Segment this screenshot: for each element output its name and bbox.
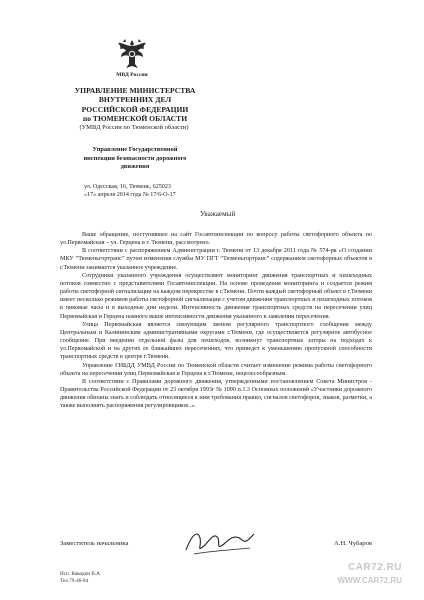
signatory-title: Заместитель начальника (60, 540, 129, 547)
executor-info (60, 571, 101, 585)
date-reference: «17» апреля 2014 года № 17/6-О-17 (84, 192, 176, 198)
watermark-logo-text: CAR72.RU (347, 562, 402, 573)
dept-line: Управление Государственной (92, 146, 178, 153)
address-block (84, 183, 214, 199)
org-line: УПРАВЛЕНИЕ МИНИСТЕРСТВА (74, 86, 196, 95)
salutation: Уважаемый (200, 210, 236, 218)
address-line: ул. Одесская, 16, Тюмень, 625023 (84, 184, 171, 190)
signature-row (60, 540, 372, 552)
site-watermark (316, 562, 412, 592)
org-line: РОССИЙСКОЙ ФЕДЕРАЦИИ (81, 104, 189, 114)
executor-name: Исп. Вавадин В.А. (60, 571, 102, 577)
body-paragraph: В соответствии с Правилами дорожного движения, утвержденными постановлением Совета Министров - Правительства Российской Федерации от 23 октября 1993г № 1090 п.1.3 Основных положений «Участники дорожного движения обязаны знать и соблюдать относящиеся к ним требования правил, сигналов светофоров, знаков, разметки, а также выполнять распоряжения регулировщиков..». (60, 378, 372, 410)
signatory-name: А.Н. Чубаров (334, 540, 372, 547)
body-paragraph: Управление ГИБДД УМВД России по Тюменской области считает изменение режима работы светофорного объекта на пересечении улиц Первомайская и Герцена в г.Тюмени, нецелесообразным. (60, 362, 372, 377)
org-line: ВНУТРЕННИХ ДЕЛ (98, 95, 172, 105)
organization-name (60, 86, 210, 123)
body-paragraph: Ваше обращение, поступившее на сайт Госавтоинспекции по вопросу работы светофорного объекта по ул.Первомайская – ул. Герцена в г. Тюмени, рассмотрено. (60, 232, 372, 247)
executor-phone: Тел.79-46-84 (60, 577, 89, 584)
dept-line: движения (120, 163, 150, 171)
department-name (62, 146, 208, 172)
letter-body (60, 231, 372, 410)
watermark-url: WWW.CAR72.RU (337, 576, 402, 585)
dept-line: инспекции безопасности дорожного (83, 154, 187, 162)
organization-short-name: (УМВД России по Тюменской области) (79, 124, 189, 131)
body-paragraph: Улица Первомайская является связующим звеном регулярного транспортного сообщения между Центральным и Калининским административными округами г.Тюмени, где осуществляется регулярное автобусное сообщение. При введении отдельной фазы для пешеходов, возникнут транспортные заторы на подходах к ул.Первомайской и на других ее ближайших пересечениях, что приведет к уменьшению пропускной способности транспортных средств в центре г.Тюмени. (60, 321, 372, 361)
mvd-label: МВД России (116, 72, 148, 78)
org-line: по ТЮМЕНСКОЙ ОБЛАСТИ (82, 113, 188, 123)
body-paragraph: В соответствии с распоряжением Администрации г. Тюмени от 13 декабря 2011 года № 574-рк «О создании МКУ “Тюменьгортранс” путем изменения службы МУ ПГТ “Тюменьгортранс” содержанием светофорных объектов в г.Тюмени занимается указанное учреждение. (60, 248, 372, 271)
mvd-double-headed-eagle-emblem (112, 34, 152, 74)
body-paragraph: Сотрудники указанного учреждения осуществляют мониторинг движения транспортных и пешеходных потоков совместно с представителями Госавтоинспекции. На основе проведения мониторинга и создается режим работы светофорной сигнализации на каждом перекрестке в г.Тюмени. Почти каждый светофорный объект в г.Тюмени имеет несколько режимов работы светофорной сигнализации с учетом движения транспортных и пешеходных потоков в пиковые часы и в выходные дни недели. Интенсивность движения транспортных средств на пересечении улиц Первомайская и Герцена намного выше интенсивности движения указанного в заявлении пересечения. (60, 272, 372, 320)
